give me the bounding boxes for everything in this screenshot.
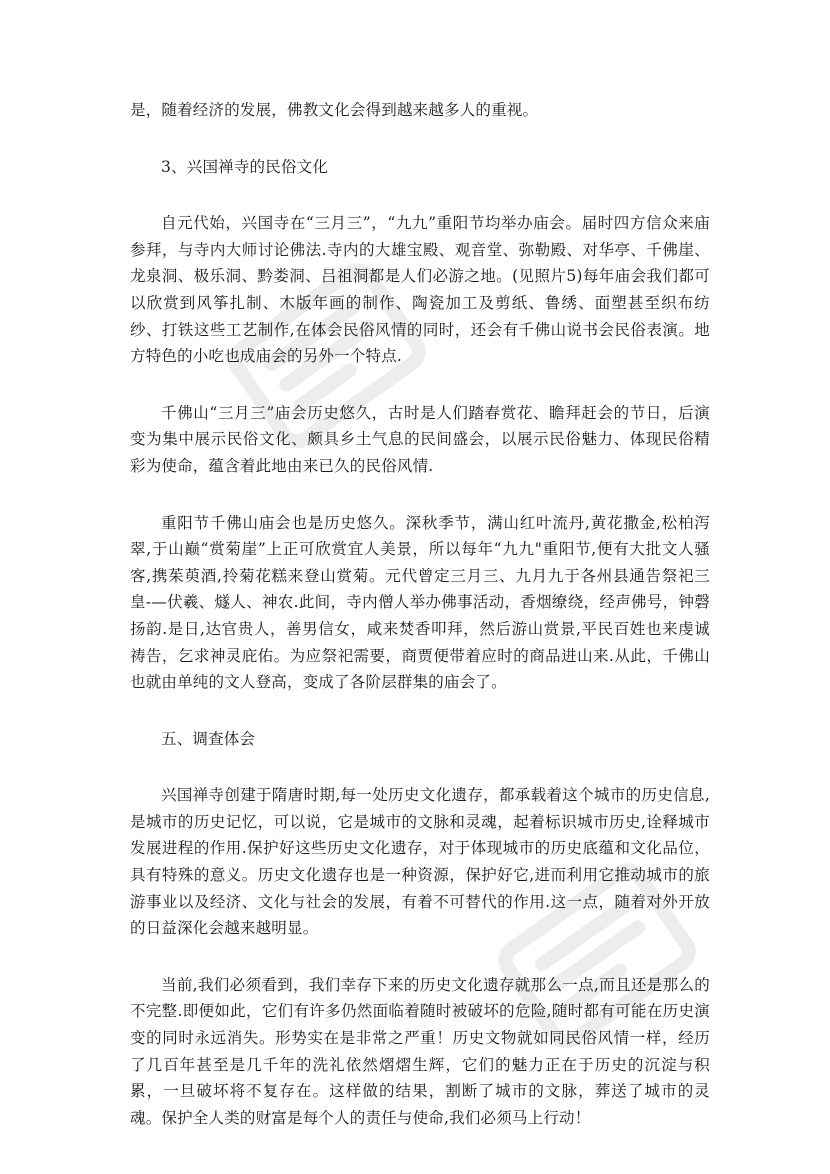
document-body — [130, 97, 710, 1131]
section-3-heading: 3、兴国禅寺的民俗文化 — [161, 157, 329, 176]
paragraph-double-ninth-fair: 重阳节千佛山庙会也是历史悠久。深秋季节，满山红叶流丹,黄花撒金,松柏泻翠,于山巅“赏菊崖”上正可欣赏宜人美景，所以每年“九九"重阳节,便有大批文人骚客,携茱萸酒,拎菊花糕来登山赏菊。元代曾定三月三、九月九于各州县通告祭祀三皇-—伏羲、燧人、神农.此间，寺内僧人举办佛事活动，香烟缭绕，经声佛号，钟磬扬韵.是日,达官贵人，善男信女，咸来焚香叩拜，然后游山赏景,平民百姓也来虔诚祷告，乞求神灵庇佑。为应祭祀需要，商贾便带着应时的商品进山来.从此，千佛山也就由单纯的文人登高，变成了各阶层群集的庙会了。 — [130, 513, 710, 692]
paragraph-call-to-action: 当前,我们必须看到，我们幸存下来的历史文化遗存就那么一点,而且还是那么的不完整.即便如此，它们有许多仍然面临着随时被破坏的危险,随时都有可能在历史演变的同时永远消失。形势实在是非常之严重！历史文物就如同民俗风情一样，经历了几百年甚至是几千年的洗礼依然熠熠生辉，它们的魅力正在于历史的沉淀与积累，一旦破坏将不复存在。这样做的结果，割断了城市的文脉，葬送了城市的灵魂。保护全人类的财富是每个人的责任与使命,我们必须马上行动！ — [130, 975, 710, 1127]
lead-paragraph-fragment: 是，随着经济的发展，佛教文化会得到越来越多人的重视。 — [130, 101, 539, 119]
paragraph-temple-fair: 自元代始，兴国寺在“三月三”，“九九”重阳节均举办庙会。届时四方信众来庙参拜，与寺内大师讨论佛法.寺内的大雄宝殿、观音堂、弥勒殿、对华亭、千佛崖、龙泉洞、极乐洞、黔娄洞、吕祖洞都是人们必游之地。(见照片5)每年庙会我们都可以欣赏到风筝扎制、木版年画的制作、陶瓷加工及剪纸、鲁绣、面塑甚至织布纺纱、打铁这些工艺制作,在体会民俗风情的同时，还会有千佛山说书会民俗表演。地方特色的小吃也成庙会的另外一个特点. — [130, 214, 710, 366]
paragraph-march-third-fair: 千佛山“三月三”庙会历史悠久，古时是人们踏春赏花、瞻拜赶会的节日，后演变为集中展示民俗文化、颇具乡土气息的民间盛会，以展示民俗魅力、体现民俗精彩为使命，蕴含着此地由来已久的民俗风情. — [130, 403, 710, 475]
section-5-heading: 五、调查体会 — [161, 729, 256, 748]
paragraph-heritage-value: 兴国禅寺创建于隋唐时期,每一处历史文化遗存，都承载着这个城市的历史信息,是城市的历史记忆，可以说，它是城市的文脉和灵魂，起着标识城市历史,诠释城市发展进程的作用.保护好这些历史文化遗存，对于体现城市的历史底蕴和文化品位，具有特殊的意义。历史文化遗存也是一种资源，保护好它,进而利用它推动城市的旅游事业以及经济、文化与社会的发展，有着不可替代的作用.这一点，随着对外开放的日益深化会越来越明显。 — [130, 786, 710, 938]
